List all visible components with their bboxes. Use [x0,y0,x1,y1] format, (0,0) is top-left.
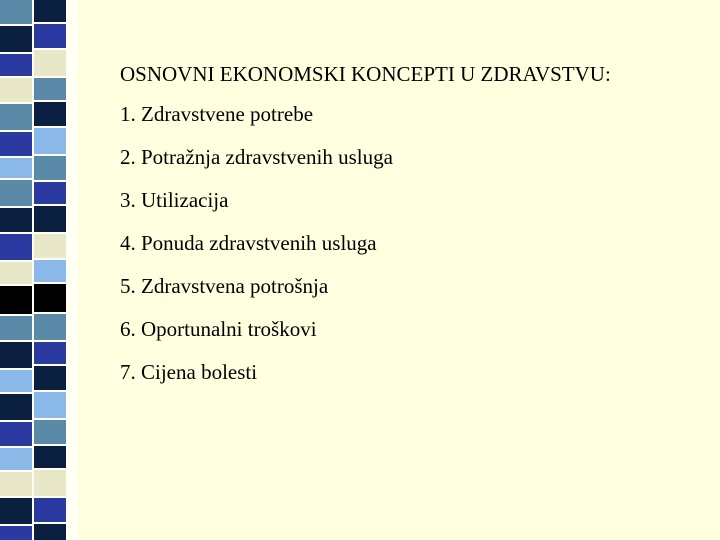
stripe-block [34,420,66,444]
stripe-block [0,104,32,130]
stripe-block [34,470,66,496]
stripe-block [0,158,32,178]
stripe-block [34,50,66,76]
slide-title: OSNOVNI EKONOMSKI KONCEPTI U ZDRAVSTVU: [120,62,611,86]
stripe-block [34,234,66,258]
concept-list [120,102,700,403]
stripe-block [34,342,66,364]
stripe-block [0,526,32,540]
list-item: 1. Zdravstvene potrebe [120,102,314,127]
slide-content [120,62,700,403]
stripe-column-right [34,0,66,540]
stripe-block [34,102,66,126]
stripe-block [0,342,32,368]
stripe-block [34,0,66,22]
stripe-block [0,234,32,260]
stripe-block [0,448,32,470]
list-item: 2. Potražnja zdravstvenih usluga [120,145,393,170]
stripe-block [34,314,66,340]
stripe-block [0,180,32,206]
stripe-block [34,498,66,522]
stripe-block [0,316,32,340]
stripe-block [34,524,66,540]
stripe-block [34,206,66,232]
stripe-block [0,132,32,156]
list-item: 6. Oportunalni troškovi [120,317,317,342]
list-item: 7. Cijena bolesti [120,360,258,385]
list-item: 4. Ponuda zdravstvenih usluga [120,231,377,256]
stripe-block [0,370,32,392]
stripe-block [34,182,66,204]
stripe-block [34,156,66,180]
stripe-block [34,128,66,154]
stripe-block [0,78,32,102]
stripe-block [34,392,66,418]
list-item: 5. Zdravstvena potrošnja [120,274,329,299]
stripe-block [34,260,66,282]
stripe-block [0,26,32,52]
stripe-block [0,394,32,420]
stripe-block [0,422,32,446]
stripe-column-left [0,0,32,540]
stripe-block [34,24,66,48]
stripe-block [0,54,32,76]
stripe-block [0,472,32,496]
stripe-block [34,78,66,100]
stripe-block [0,208,32,232]
stripe-block [0,0,32,24]
stripe-block [0,498,32,524]
decorative-stripe-bar [0,0,78,540]
stripe-block [34,284,66,312]
list-item: 3. Utilizacija [120,188,229,213]
stripe-block [34,366,66,390]
stripe-block [0,286,32,314]
stripe-block [34,446,66,468]
stripe-block [0,262,32,284]
